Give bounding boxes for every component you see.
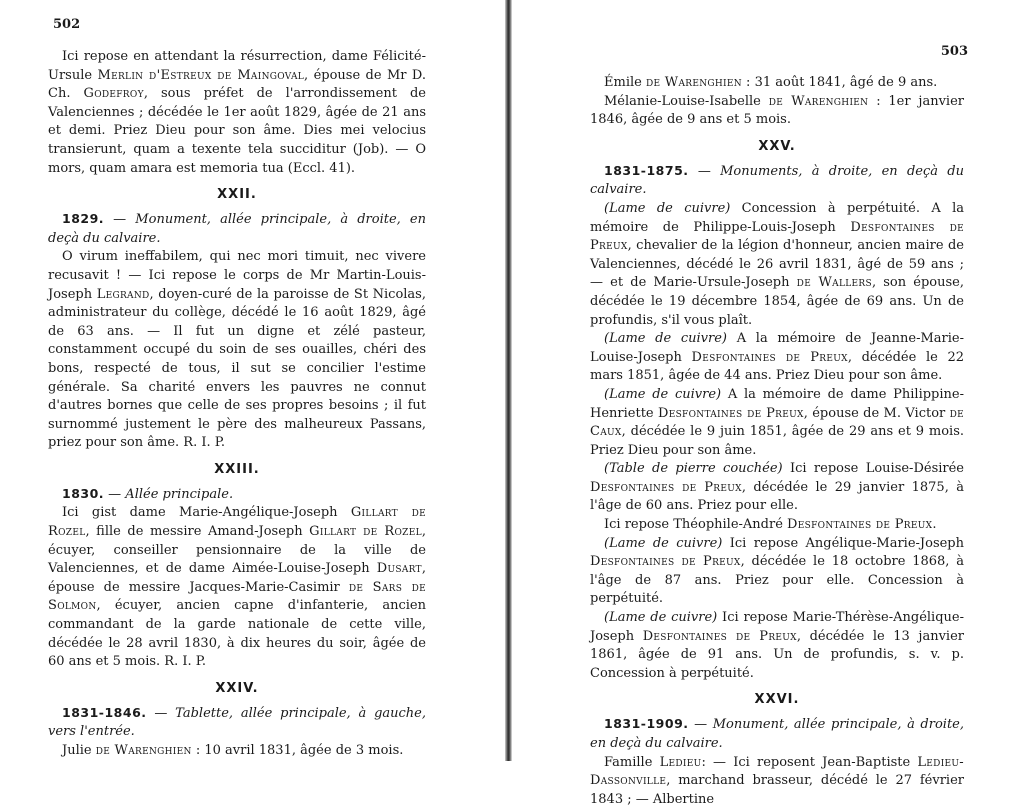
name-smallcaps: de Caux — [590, 405, 964, 440]
entry-paragraph — [590, 460, 964, 516]
left-column — [48, 48, 426, 761]
left-page — [0, 0, 505, 761]
name-smallcaps: Desfontaines de Preux — [590, 554, 741, 570]
text-run: Ici repose Angélique-Marie-Joseph — [722, 535, 965, 551]
text-run: Ici repose en attendant la résurrection, dame Félicité-Ursule — [48, 49, 426, 83]
section-heading: XXV. — [758, 138, 796, 154]
name-smallcaps: Ledieu — [659, 754, 702, 770]
text-run: . — [932, 517, 937, 533]
name-smallcaps: Desfontaines de Preux — [787, 517, 933, 533]
name-smallcaps: de Wallers — [796, 275, 872, 291]
page-number-left: 502 — [53, 17, 81, 32]
inscription-type: (Lame de cuivre) — [604, 200, 731, 216]
text-run: Ici repose Louise-Désirée — [782, 461, 964, 477]
text-run: Mélanie-Louise-Isabelle — [604, 93, 769, 109]
entry-paragraph — [48, 248, 426, 453]
text-run: , chevalier de la légion d'honneur, ancien maire de Valenciennes, décédé le 26 avril 1831, âgé de 59 ans ; — et de Marie-Ursule-Joseph — [590, 238, 964, 291]
entry-paragraph — [590, 93, 964, 130]
text-run: , doyen-curé de la paroisse de St Nicolas, administrateur du collège, décédé le 16 août 1829, âgé de 63 ans. — Il fut un digne et zélé pasteur, constamment occupé du soin de ses ouailles, chéri des bons, respecté de tous, il sut se concilier l'estime générale. Sa charité envers les pauvres ne connut d'autres bornes que celle de ses propres besoins ; il fut surnommé justement le père des malheureux Passans, priez pour son âme. R. I. P. — [48, 286, 426, 451]
text-run: , épouse de M. Victor — [803, 405, 950, 421]
book-gutter — [505, 0, 512, 761]
name-smallcaps: de Warenghien — [645, 75, 742, 90]
entry-location: — Monuments, à droite, en deçà du calvaire. — [590, 163, 964, 198]
text-run: O virum ineffabilem, qui nec mori timuit, nec vivere recusavit ! — Ici repose le corps de Mr Martin-Louis-Joseph — [48, 249, 426, 302]
page-number-right: 503 — [940, 44, 968, 59]
entry-year: 1829. — [62, 211, 105, 227]
name-smallcaps: Desfontaines de Preux — [691, 349, 848, 365]
text-run: , sous préfet de l'arrondissement de Valenciennes ; décédée le 1er août 1829, âgée de 21 ans et demi. Priez Dieu pour son âme. Dies mei velocius transierunt, quam a texente tela succiditur (Job). — O mors, quam amara est memoria tua (Eccl. 41). — [48, 86, 426, 176]
right-column — [590, 74, 964, 809]
inscription-type: (Lame de cuivre) — [604, 386, 722, 402]
text-run: Concession à perpétuité. A la mémoire de Philippe-Louis-Joseph — [590, 200, 964, 235]
text-run: A la mémoire de Jeanne-Marie-Louise-Joseph — [590, 331, 965, 365]
entry-paragraph — [590, 74, 964, 93]
name-smallcaps: de Warenghien — [95, 743, 192, 758]
name-smallcaps: Desfontaines de Preux — [642, 628, 797, 644]
entry-heading — [48, 485, 426, 505]
text-run: , décédée le 9 juin 1851, âgée de 29 ans et 9 mois. Priez Dieu pour son âme. — [590, 424, 964, 458]
text-run: : — Ici reposent Jean-Baptiste — [701, 754, 918, 770]
name-smallcaps: Merlin d'Estreux de Maingoval — [97, 67, 305, 83]
entry-heading — [48, 704, 426, 742]
name-smallcaps: Gillart de Rozel — [48, 505, 426, 540]
text-run: Émile — [604, 75, 646, 90]
entry-paragraph — [590, 200, 964, 330]
text-run: Famille — [604, 754, 660, 770]
text-run: : 1er janvier 1846, âgée de 9 ans et 5 mois. — [590, 93, 964, 128]
text-run: , décédée le 18 octobre 1868, à l'âge de 87 ans. Priez pour elle. Concession à perpétuité. — [590, 554, 964, 607]
entry-year: 1831-1909. — [604, 716, 689, 732]
text-run: Ici repose Marie-Thérèse-Angélique-Joseph — [590, 610, 964, 644]
right-page — [512, 0, 1024, 807]
entry-paragraph — [48, 504, 426, 671]
inscription-type: (Lame de cuivre) — [604, 331, 728, 347]
entry-paragraph — [48, 742, 426, 761]
text-run: , marchand brasseur, décédé le 27 février 1843 ; — Albertine — [590, 773, 964, 807]
name-smallcaps: Desfontaines de Preux — [590, 479, 742, 495]
text-run: , décédée le 13 janvier 1861, âgée de 91 ans. Un de profundis, s. v. p. Concession à perpétuité. — [590, 628, 964, 681]
text-run: , son épouse, décédée le 19 décembre 1854, âgée de 69 ans. Un de profundis, s'il vous plaît. — [590, 275, 964, 328]
section-heading: XXII. — [217, 187, 257, 203]
entry-heading — [590, 715, 964, 753]
name-smallcaps: de Warenghien — [768, 93, 869, 109]
entry-year: 1831-1875. — [604, 162, 689, 178]
entry-paragraph — [48, 48, 426, 178]
entry-paragraph — [590, 516, 964, 535]
name-smallcaps: de Sars de Solmon — [48, 579, 426, 614]
text-run: , décédée le 29 janvier 1875, à l'âge de 60 ans. Priez pour elle. — [590, 479, 964, 514]
entry-location: — Monument, allée principale, à droite, en deçà du calvaire. — [48, 212, 426, 246]
inscription-type: (Lame de cuivre) — [604, 610, 718, 626]
text-run: Ici gist dame Marie-Angélique-Joseph — [62, 505, 351, 521]
entry-location: — Tablette, allée principale, à gauche, vers l'entrée. — [48, 705, 426, 740]
entry-year: 1830. — [62, 485, 105, 501]
text-run: : 10 avril 1831, âgée de 3 mois. — [191, 743, 404, 758]
entry-heading — [48, 210, 426, 248]
entry-location: — Allée principale. — [104, 486, 234, 502]
text-run: , épouse de Mr D. Ch. — [48, 67, 426, 102]
section-heading: XXVI. — [754, 692, 800, 708]
name-smallcaps: Dusart — [376, 561, 422, 577]
text-run: , épouse de messire Jacques-Marie-Casimir — [48, 561, 426, 595]
name-smallcaps: Ledieu-Dassonville — [590, 754, 964, 789]
name-smallcaps: Legrand — [96, 286, 150, 302]
entry-paragraph — [590, 609, 964, 683]
text-run: Julie — [62, 743, 96, 758]
entry-paragraph — [590, 535, 964, 609]
entry-paragraph — [590, 754, 964, 809]
section-heading: XXIII. — [214, 461, 260, 477]
entry-paragraph — [590, 386, 964, 460]
name-smallcaps: Desfontaines de Preux — [657, 405, 804, 421]
text-run: , écuyer, conseiller pensionnaire de la ville de Valenciennes, et de dame Aimée-Louise-Joseph — [48, 524, 426, 577]
text-run: : 31 août 1841, âgé de 9 ans. — [741, 75, 938, 90]
text-run: , écuyer, ancien capne d'infanterie, ancien commandant de la garde nationale de cette ville, décédée le 28 avril 1830, à dix heures du soir, âgée de 60 ans et 5 mois. R. I. P. — [48, 598, 426, 670]
text-run: Ici repose Théophile-André — [604, 517, 788, 533]
entry-heading — [590, 162, 964, 200]
name-smallcaps: Desfontaines de Preux — [590, 219, 964, 254]
entry-location: — Monument, allée principale, à droite, en deçà du calvaire. — [590, 717, 964, 751]
text-run: A la mémoire de dame Philippine-Henriette — [590, 386, 964, 421]
entry-year: 1831-1846. — [62, 704, 147, 720]
section-heading: XXIV. — [215, 680, 259, 696]
text-run: , fille de messire Amand-Joseph — [85, 524, 310, 540]
inscription-type: (Table de pierre couchée) — [604, 461, 783, 477]
name-smallcaps: Gillart de Rozel — [309, 524, 422, 540]
name-smallcaps: Godefroy — [83, 86, 144, 102]
text-run: , décédée le 22 mars 1851, âgée de 44 ans. Priez Dieu pour son âme. — [590, 349, 964, 384]
inscription-type: (Lame de cuivre) — [604, 535, 723, 551]
entry-paragraph — [590, 330, 964, 386]
